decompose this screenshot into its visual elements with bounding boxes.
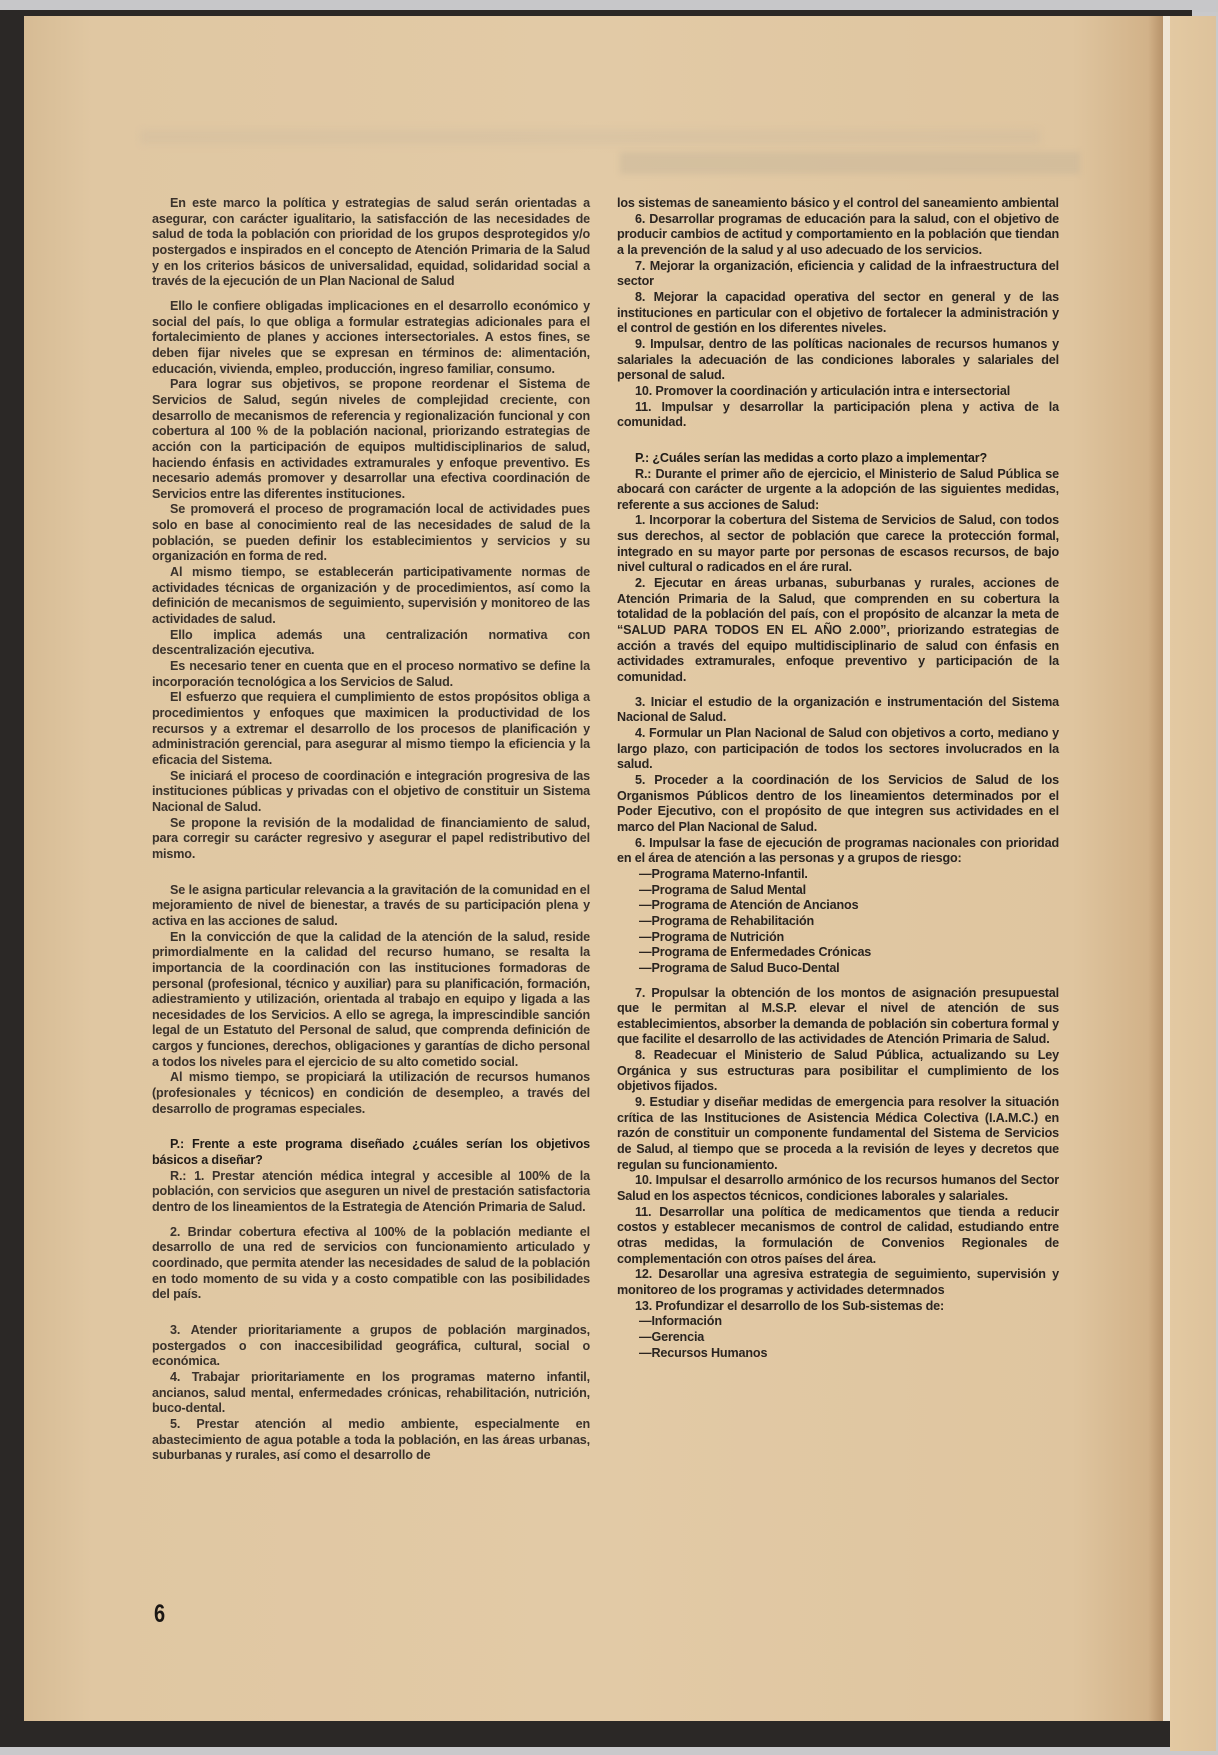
- paragraph: Al mismo tiempo, se propiciará la utilización de recursos humanos (profesionales y técnicos) en condición de desempleo, a través del desarrollo de programas especiales.: [152, 1070, 590, 1116]
- paragraph: 12. Desarollar una agresiva estrategia de seguimiento, supervisión y monitoreo de los programas y actividades determnados: [617, 1267, 1059, 1297]
- list-item: —Programa de Rehabilitación: [639, 913, 815, 928]
- right-text-column: [617, 196, 1059, 1361]
- paragraph: 2. Ejecutar en áreas urbanas, suburbanas y rurales, acciones de Atención Primaria de la Salud, que comprenden en su cobertura la totalidad de la población del país, con el propósito de alcanzar la meta de “SALUD PARA TODOS EN EL AÑO 2.000”, priorizando estrategias de acción a través del equipo multidisciplinario de salud con énfasis en actividades extramurales, enfoque preventivo y participación de la comunidad.: [617, 576, 1059, 685]
- list-item: —Información: [639, 1314, 722, 1329]
- paragraph: 10. Impulsar el desarrollo armónico de los recursos humanos del Sector Salud en los aspectos técnicos, condiciones laborales y salariales.: [617, 1173, 1059, 1204]
- list-item: —Programa de Salud Buco-Dental: [639, 960, 840, 975]
- paragraph: Al mismo tiempo, se establecerán participativamente normas de actividades técnicas de organización y de procedimientos, así como la definición de mecanismos de seguimiento, supervisión y monitoreo de las actividades de salud.: [152, 565, 590, 627]
- paragraph: 10. Promover la coordinación y articulación intra e intersectorial: [635, 383, 1011, 398]
- paragraph: Se propone la revisión de la modalidad de financiamiento de salud, para corregir su carácter regresivo y asegurar el papel redistributivo del mismo.: [152, 815, 590, 861]
- paragraph: 7. Mejorar la organización, eficiencia y calidad de la infraestructura del sector: [617, 258, 1059, 289]
- paragraph: Para lograr sus objetivos, se propone reordenar el Sistema de Servicios de Salud, según niveles de complejidad creciente, con desarrollo de mecanismos de referencia y regionalización funcional y con cobertura al 100 % de la población nacional, priorizando estrategias de acción con la participación de equipos multidisciplinarios de salud, haciendo énfasis en actividades extramurales y enfoque preventivo. Es necesario además promover y desarrollar una efectiva coordinación de Servicios entre las diferentes instituciones.: [152, 377, 590, 501]
- list-item: —Programa de Atención de Ancianos: [639, 898, 859, 913]
- paragraph: 5. Proceder a la coordinación de los Servicios de Salud de los Organismos Públicos dentro de los lineamientos determinados por el Poder Ejecutivo, con el propósito de que integren sus actividades en el marco del Plan Nacional de Salud.: [617, 772, 1059, 834]
- paragraph: 2. Brindar cobertura efectiva al 100% de la población mediante el desarrollo de una red de servicios con funcionamiento articulado y coordinado, que permita atender las necesidades de salud de la población en todo momento de su vida y a costo compatible con las posibilidades del país.: [152, 1224, 590, 1302]
- paragraph: 4. Trabajar prioritariamente en los programas materno infantil, ancianos, salud mental, enfermedades crónicas, rehabilitación, nutrición, buco-dental.: [152, 1369, 590, 1416]
- list-item: —Programa Materno-Infantil.: [639, 866, 808, 881]
- page-number: 6: [154, 1600, 166, 1628]
- page-gutter: [1163, 16, 1170, 1721]
- paragraph: 3. Atender prioritariamente a grupos de población marginados, postergados o con inaccesibilidad geográfica, cultural, social o económica.: [152, 1322, 590, 1369]
- paragraph: En este marco la política y estrategias de salud serán orientadas a asegurar, con carácter igualitario, la satisfacción de las necesidades de salud de toda la población con prioridad de los grupos desprotegidos y/o postergados e inspirados en el concepto de Atención Primaria de la Salud y en los criterios básicos de universalidad, equidad, solidaridad social a través de la ejecución de un Plan Nacional de Salud: [152, 196, 590, 289]
- paragraph: 7. Propulsar la obtención de los montos de asignación presupuestal que le permitan al M.S.P. elevar el nivel de atención de sus establecimientos, absorber la demanda de población sin cobertura formal y que facilite el desarrollo de las actividades de Atención Primaria de Salud.: [617, 985, 1059, 1047]
- paragraph: 9. Estudiar y diseñar medidas de emergencia para resolver la situación crítica de las Instituciones de Asistencia Médica Colectiva (I.A.M.C.) en razón de constituir un componente fundamental del Sistema de Servicios de Salud, al tiempo que se proceda a la revisión de leyes y decretos que regulan su funcionamiento.: [617, 1095, 1059, 1172]
- list-item: —Gerencia: [639, 1329, 705, 1344]
- list-item: —Programa de Nutrición: [639, 929, 785, 944]
- interview-question: P.: Frente a este programa diseñado ¿cuáles serían los objetivos básicos a diseñar?: [152, 1137, 590, 1168]
- paragraph: los sistemas de saneamiento básico y el control del saneamiento ambiental: [617, 196, 1059, 210]
- paragraph: Se le asigna particular relevancia a la gravitación de la comunidad en el mejoramiento de nivel de bienestar, a través de su participación plena y activa en las acciones de salud.: [152, 882, 590, 928]
- paragraph: R.: Durante el primer año de ejercicio, el Ministerio de Salud Pública se abocará con carácter de urgente a la adopción de las siguientes medidas, referente a sus acciones de Salud:: [617, 466, 1059, 512]
- paragraph: Se promoverá el proceso de programación local de actividades pues solo en base al conocimiento real de las necesidades de salud de la población, se pueden definir los establecimientos y servicios y su organización en forma de red.: [152, 502, 590, 564]
- show-through-mark: [140, 130, 1040, 144]
- paragraph: 8. Mejorar la capacidad operativa del sector en general y de las instituciones en particular con el objetivo de fortalecer la administración y el control de gestión en los diferentes niveles.: [617, 289, 1059, 336]
- paragraph: 13. Profundizar el desarrollo de los Sub-sistemas de:: [635, 1298, 945, 1313]
- interview-question: P.: ¿Cuáles serían las medidas a corto plazo a implementar?: [635, 450, 988, 465]
- paragraph: 5. Prestar atención al medio ambiente, especialmente en abastecimiento de agua potable a toda la población, en las áreas urbanas, suburbanas y rurales, así como el desarrollo de: [152, 1416, 590, 1463]
- paragraph: Es necesario tener en cuenta que en el proceso normativo se define la incorporación tecnológica a los Servicios de Salud.: [152, 659, 590, 689]
- paragraph: Se iniciará el proceso de coordinación e integración progresiva de las instituciones públicas y privadas con el objetivo de constituir un Sistema Nacional de Salud.: [152, 768, 590, 814]
- paragraph: 4. Formular un Plan Nacional de Salud con objetivos a corto, mediano y largo plazo, con participación de todos los sectores involucrados en la salud.: [617, 726, 1059, 772]
- list-item: —Programa de Salud Mental: [639, 882, 807, 897]
- page-edge-shadow: [1148, 16, 1164, 1721]
- paragraph: 3. Iniciar el estudio de la organización e instrumentación del Sistema Nacional de Salud.: [617, 694, 1059, 725]
- paragraph: Ello le confiere obligadas implicaciones en el desarrollo económico y social del país, lo que obliga a formular estrategias adicionales para el fortalecimiento de planes y acciones intersectoriales. A estos fines, se deben fijar niveles que se expresan en términos de: alimentación, educación, vivienda, empleo, producción, ingreso familiar, consumo.: [152, 298, 590, 376]
- show-through-title: [620, 152, 1080, 174]
- list-item: —Programa de Enfermedades Crónicas: [639, 945, 872, 960]
- paragraph: El esfuerzo que requiera el cumplimiento de estos propósitos obliga a procedimientos y enfoques que maximicen la productividad de los recursos y a extremar el desarrollo de los procesos de planificación y administración gerencial, para asegurar al mismo tiempo la eficiencia y la eficacia del Sistema.: [152, 690, 590, 767]
- left-text-column: [152, 196, 590, 1464]
- paragraph: 1. Incorporar la cobertura del Sistema de Servicios de Salud, con todos sus derechos, al sector de población que carece la protección formal, integrado en su mayor parte por personas de escasos recursos, de bajo nivel cultural o radicados en el áre rural.: [617, 513, 1059, 575]
- paragraph: 9. Impulsar, dentro de las políticas nacionales de recursos humanos y salariales la adecuación de las condiciones laborales y salariales del personal de salud.: [617, 336, 1059, 383]
- paragraph: 6. Desarrollar programas de educación para la salud, con el objetivo de producir cambios de actitud y comportamiento en la población que tiendan a la prevención de la salud y al uso adecuado de los servicios.: [617, 211, 1059, 257]
- paragraph: 6. Impulsar la fase de ejecución de programas nacionales con prioridad en el área de atención a las personas y a grupos de riesgo:: [617, 835, 1059, 866]
- paragraph: 8. Readecuar el Ministerio de Salud Pública, actualizando su Ley Orgánica y sus estructuras para posibilitar el cumplimiento de los objetivos fijados.: [617, 1048, 1059, 1094]
- paragraph: Ello implica además una centralización normativa con descentralización ejecutiva.: [152, 627, 590, 658]
- paragraph: En la convicción de que la calidad de la atención de la salud, reside primordialmente en la calidad del recurso humano, se resalta la importancia de la coordinación con las instituciones formadoras de personal (profesional, técnico y auxiliar) para su planificación, formación, adiestramiento y utilización, orientada al trabajo en equipo y ligada a las necesidades de los Servicios. A ello se agrega, la imprescindible sanción legal de un Estatuto del Personal de salud, que comprenda definición de cargos y funciones, derechos, obligaciones y garantías de dicho personal a todos los niveles para el ejercicio de su alto cometido social.: [152, 929, 590, 1069]
- paragraph: 11. Desarrollar una política de medicamentos que tienda a reducir costos y establecer mecanismos de control de calidad, estudiando entre otras medidas, la formulación de Convenios Regionales de complementación con otros países del área.: [617, 1204, 1059, 1266]
- paragraph: R.: 1. Prestar atención médica integral y accesible al 100% de la población, con servicios que aseguren un nivel de prestación satisfactoria dentro de los lineamientos de la Estrategia de Atención Primaria de Salud.: [152, 1168, 590, 1215]
- list-item: —Recursos Humanos: [639, 1345, 768, 1360]
- next-page-edge: [1170, 16, 1216, 1751]
- paragraph: 11. Impulsar y desarrollar la participación plena y activa de la comunidad.: [617, 399, 1059, 430]
